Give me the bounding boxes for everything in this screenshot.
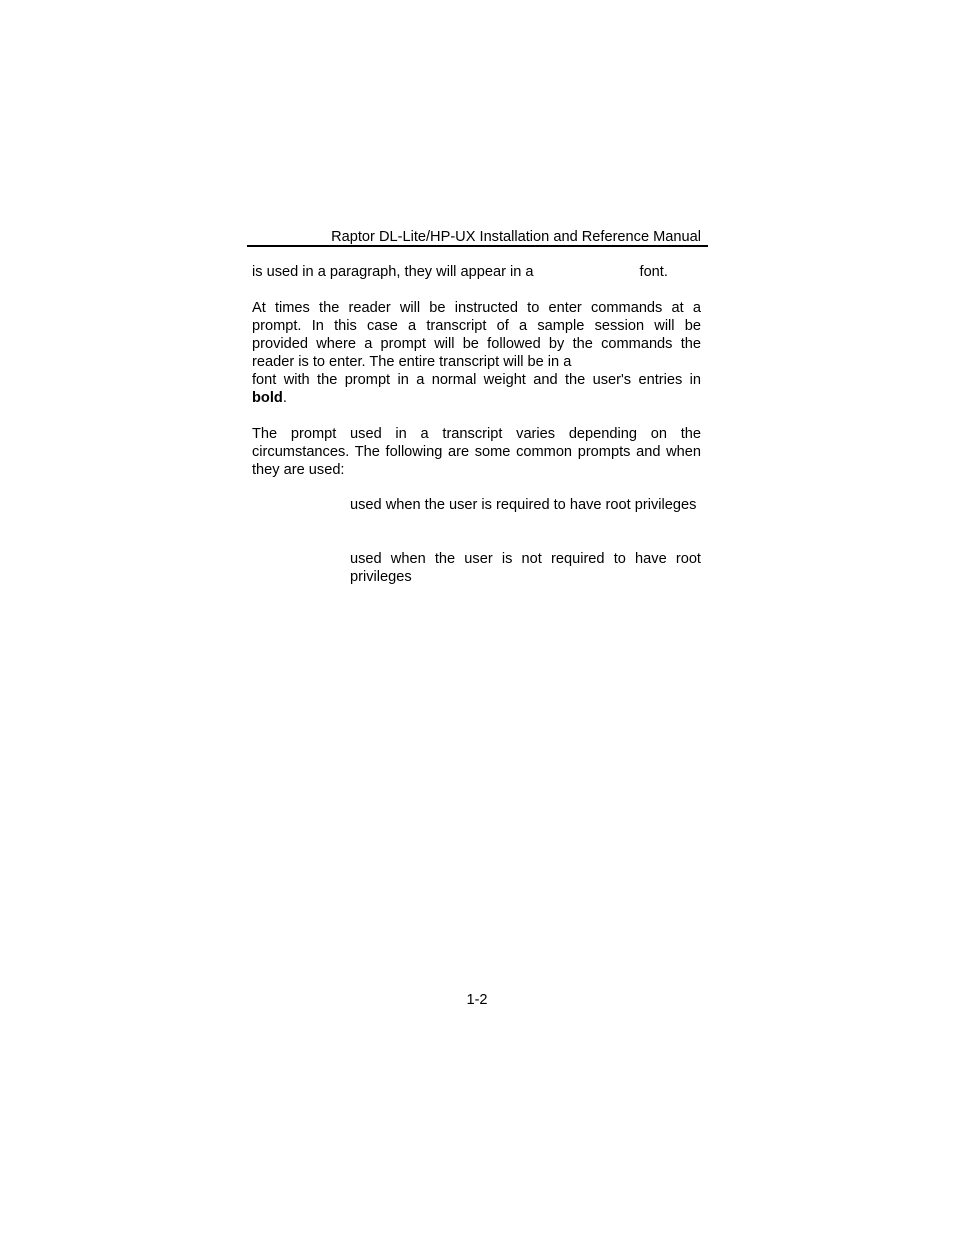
- paragraph-prompt-intro: The prompt used in a transcript varies depending on the circumstances. The following are some common prompts and when they are used:: [252, 426, 701, 478]
- paragraph-line: prompt. In this case a transcript of a sample session will be: [252, 318, 701, 334]
- paragraph-line: At times the reader will be instructed to enter commands at a: [252, 300, 701, 316]
- end-punctuation: .: [282, 390, 287, 406]
- running-header: Raptor DL-Lite/HP-UX Installation and Reference Manual: [331, 229, 701, 245]
- bold-word: bold: [252, 390, 283, 406]
- paragraph-line: reader is to enter. The entire transcript will be in a: [252, 354, 572, 370]
- paragraph-font-note-end: font.: [639, 264, 668, 280]
- paragraph-font-note-start: is used in a paragraph, they will appear in a: [252, 264, 534, 280]
- paragraph-line: font with the prompt in a normal weight and the user's entries in: [252, 372, 701, 388]
- header-rule: [247, 245, 708, 247]
- prompt-description-nonroot: used when the user is not required to have root privileges: [350, 551, 701, 585]
- paragraph-transcript-intro: [252, 299, 701, 407]
- paragraph-last-line: [252, 389, 701, 407]
- paragraph-font-note: [252, 263, 701, 281]
- page-number: 1-2: [466, 992, 488, 1008]
- prompt-description-root: used when the user is required to have root privileges: [350, 497, 697, 513]
- paragraph-line: provided where a prompt will be followed by the commands the: [252, 336, 701, 352]
